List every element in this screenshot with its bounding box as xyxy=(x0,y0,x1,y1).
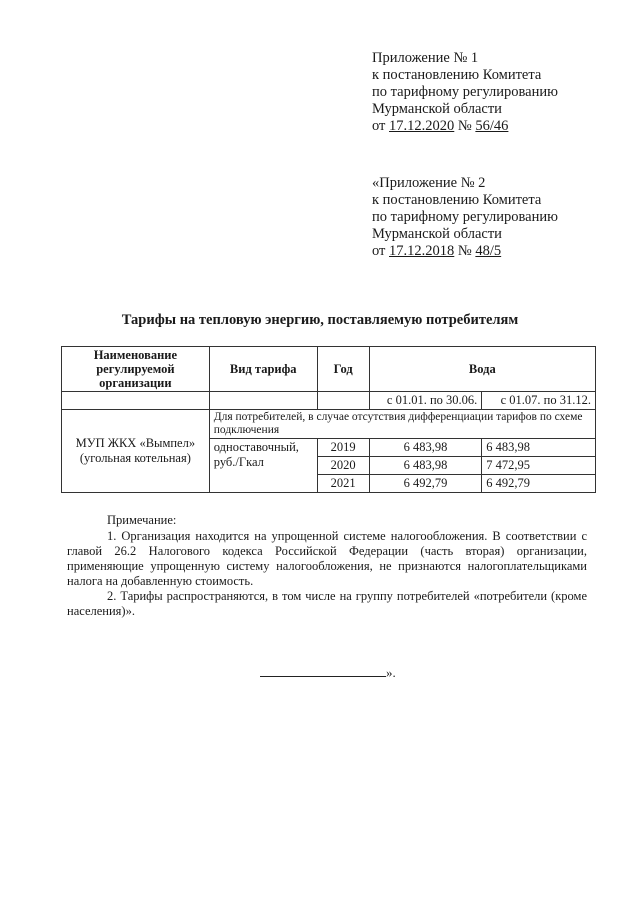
appendix-2-num-sign: № xyxy=(457,243,472,259)
header-tariff-type: Вид тарифа xyxy=(209,347,317,392)
header-water: Вода xyxy=(369,347,595,392)
appendix-1-title: Приложение № 1 xyxy=(372,50,479,66)
tariff-name-cell: одноставочный, руб./Гкал xyxy=(209,439,317,493)
empty-cell xyxy=(209,392,317,410)
appendix-2-line2: к постановлению Комитета xyxy=(372,192,542,208)
year-cell: 2020 xyxy=(317,457,369,475)
appendix-2-number: 48/5 xyxy=(475,243,502,259)
note-item-1: 1. Организация находится на упрощенной системе налогообложения. В соответствии с главой 26.2 Налогового кодекса Российской Федерации (часть вторая) организации, применяющие упрощенную систему налогообложения, не признаются налогоплательщиками налога на добавленную стоимость. xyxy=(67,529,587,588)
appendix-1-date-line xyxy=(372,118,612,135)
header-year: Год xyxy=(317,347,369,392)
consumer-note-cell: Для потребителей, в случае отсутствия дифференциации тарифов по схеме подключения xyxy=(209,410,595,439)
appendix-2-header xyxy=(372,175,612,260)
appendix-1-num-sign: № xyxy=(457,118,472,134)
note-heading: Примечание: xyxy=(107,513,177,527)
value-cell: 6 483,98 xyxy=(369,439,482,457)
appendix-2-line4: Мурманской области xyxy=(372,226,502,242)
year-cell: 2021 xyxy=(317,475,369,493)
appendix-1-date: 17.12.2020 xyxy=(389,118,455,134)
signature-underline xyxy=(260,664,386,677)
year-cell: 2019 xyxy=(317,439,369,457)
value-cell: 6 483,98 xyxy=(369,457,482,475)
appendix-1-line2: к постановлению Комитета xyxy=(372,67,542,83)
appendix-2-line3: по тарифному регулированию xyxy=(372,209,558,225)
note-item-2: 2. Тарифы распространяются, в том числе на группу потребителей «потребители (кроме населения)». xyxy=(67,589,587,618)
appendix-1-from: от xyxy=(372,118,386,134)
value-cell: 7 472,95 xyxy=(482,457,596,475)
empty-cell xyxy=(62,392,210,410)
document-title: Тарифы на тепловую энергию, поставляемую потребителям xyxy=(121,312,519,328)
note-section xyxy=(67,513,587,619)
value-cell: 6 492,79 xyxy=(482,475,596,493)
appendix-1-line3: по тарифному регулированию xyxy=(372,84,558,100)
consumer-note-row xyxy=(62,410,596,439)
appendix-2-date: 17.12.2018 xyxy=(389,243,455,259)
value-cell: 6 483,98 xyxy=(482,439,596,457)
period-2: с 01.07. по 31.12. xyxy=(482,392,596,410)
header-org: Наименование регулируемой организации xyxy=(62,347,210,392)
appendix-1-number: 56/46 xyxy=(475,118,509,134)
appendix-2-title: «Приложение № 2 xyxy=(372,175,486,191)
closing-line xyxy=(260,664,396,681)
period-1: с 01.01. по 30.06. xyxy=(369,392,482,410)
value-cell: 6 492,79 xyxy=(369,475,482,493)
org-name-cell: МУП ЖКХ «Вымпел» (угольная котельная) xyxy=(62,410,210,493)
empty-cell xyxy=(317,392,369,410)
period-row xyxy=(62,392,596,410)
appendix-2-from: от xyxy=(372,243,386,259)
tariff-table xyxy=(61,346,596,493)
closing-quote: ». xyxy=(386,665,396,680)
appendix-2-date-line xyxy=(372,243,612,260)
appendix-1-header xyxy=(372,50,612,135)
table-header-row xyxy=(62,347,596,392)
appendix-1-line4: Мурманской области xyxy=(372,101,502,117)
